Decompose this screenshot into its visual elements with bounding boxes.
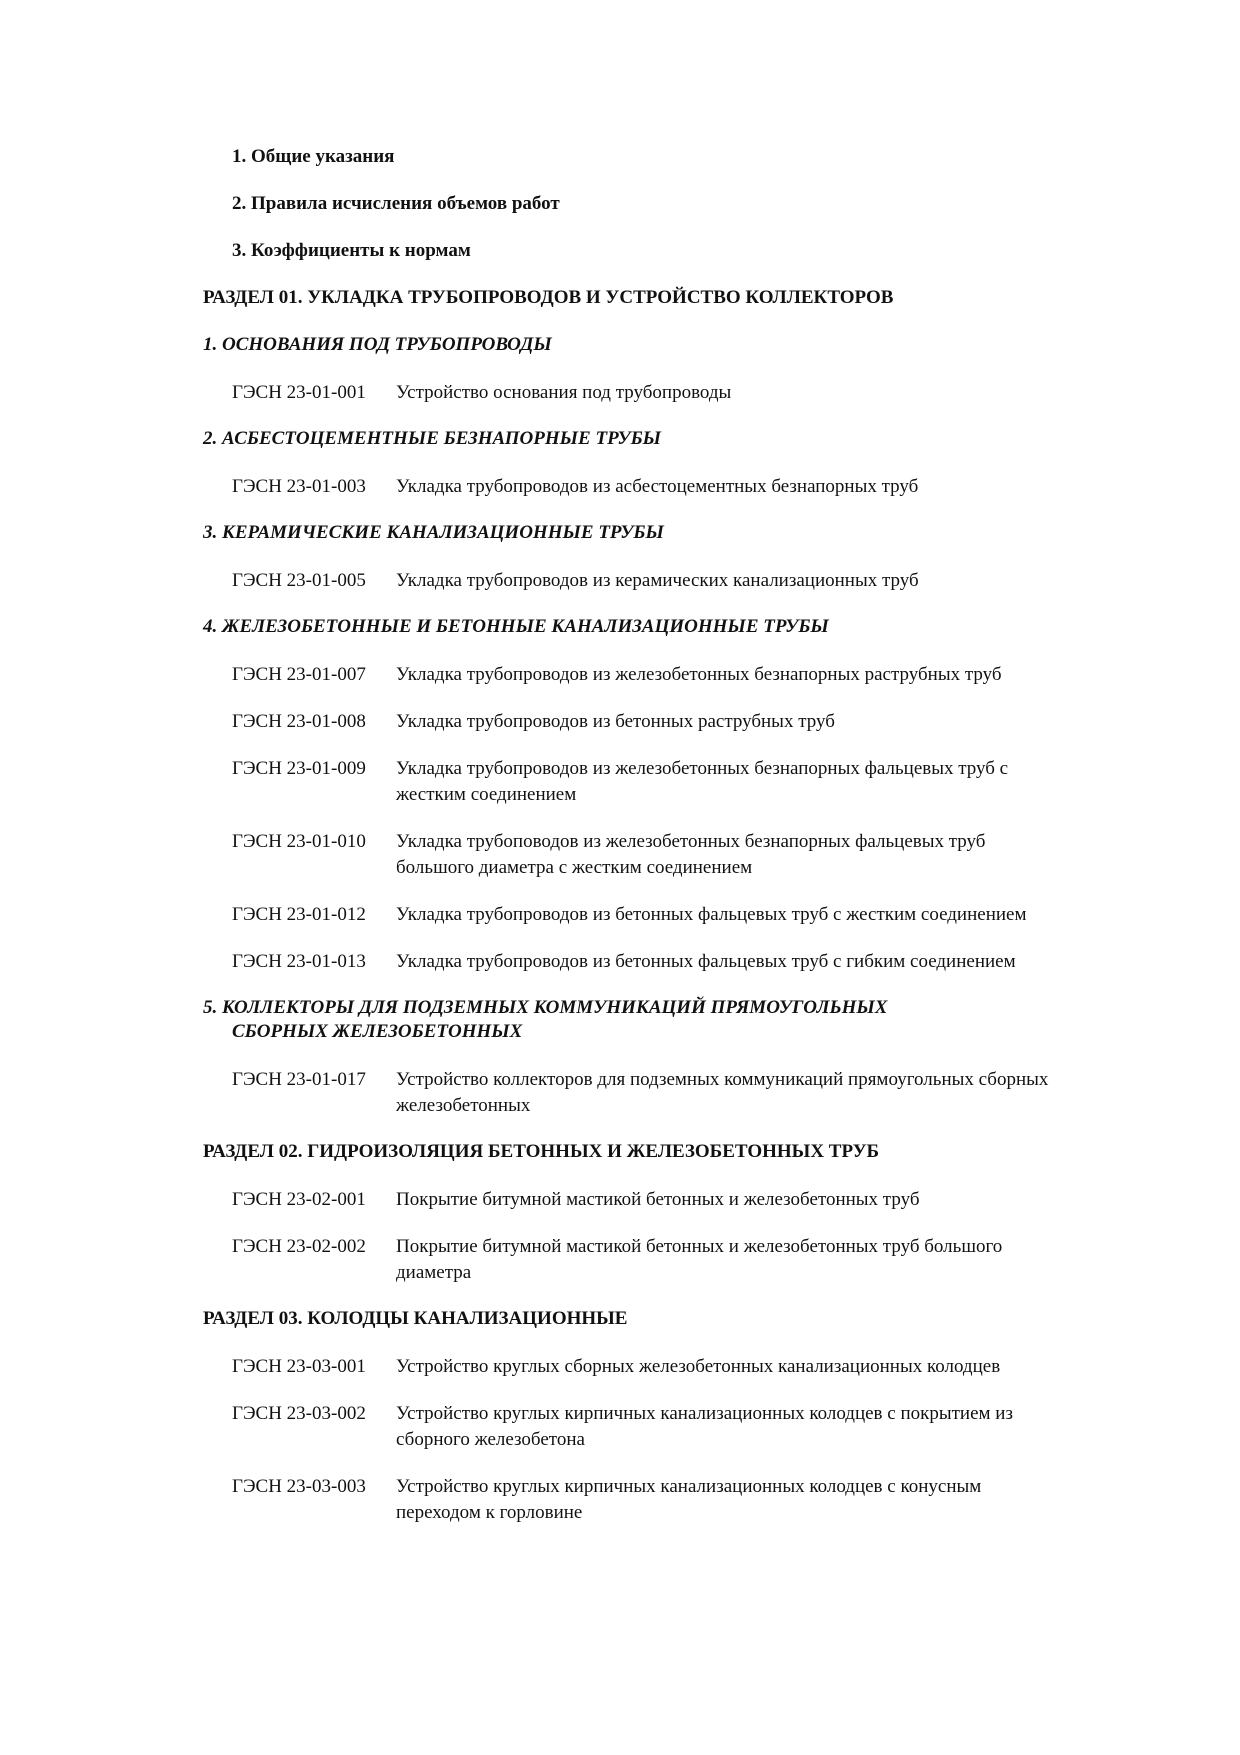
entry-title: Укладка трубоповодов из железобетонных безнапорных фальцевых труб большого диаметра с жестким соединением (396, 831, 986, 878)
general-item-2[interactable]: 2. Правила исчисления объемов работ (232, 193, 560, 214)
entry-code: ГЭСН 23-01-005 (232, 570, 366, 591)
toc-entry[interactable] (232, 1234, 1063, 1286)
entry-title: Покрытие битумной мастикой бетонных и железобетонных труб большого диаметра (396, 1236, 1003, 1283)
entry-title: Укладка трубопроводов из бетонных раструбных труб (396, 711, 835, 732)
entry-title: Укладка трубопроводов из бетонных фальцевых труб с гибким соединением (396, 951, 1016, 972)
toc-entry[interactable] (232, 568, 1063, 594)
entry-code: ГЭСН 23-03-001 (232, 1356, 366, 1377)
subsection-heading[interactable] (203, 427, 1063, 451)
entry-title: Покрытие битумной мастикой бетонных и железобетонных труб (396, 1189, 920, 1210)
entry-code: ГЭСН 23-01-008 (232, 711, 366, 732)
toc-entry[interactable] (232, 829, 1063, 881)
subsection-heading[interactable] (203, 996, 1063, 1044)
entry-code: ГЭСН 23-01-010 (232, 831, 366, 852)
toc-entry[interactable] (232, 474, 1063, 500)
entry-code: ГЭСН 23-01-013 (232, 951, 366, 972)
subsection-heading[interactable] (203, 333, 1063, 357)
entry-title: Укладка трубопроводов из керамических канализационных труб (396, 570, 919, 591)
toc-entry[interactable] (232, 949, 1063, 975)
heading-text: 4. ЖЕЛЕЗОБЕТОННЫЕ И БЕТОННЫЕ КАНАЛИЗАЦИОННЫЕ ТРУБЫ (203, 616, 829, 637)
section-heading[interactable] (203, 1140, 1063, 1164)
toc-entry[interactable] (232, 1354, 1063, 1380)
entry-title: Укладка трубопроводов из железобетонных безнапорных фальцевых труб с жестким соединением (396, 758, 1009, 805)
toc-entry[interactable] (232, 1067, 1063, 1119)
entry-title: Устройство круглых сборных железобетонных канализационных колодцев (396, 1356, 1001, 1377)
entry-code: ГЭСН 23-01-009 (232, 758, 366, 779)
subsection-heading[interactable] (203, 615, 1063, 639)
heading-text: 3. КЕРАМИЧЕСКИЕ КАНАЛИЗАЦИОННЫЕ ТРУБЫ (203, 522, 664, 543)
entry-title: Устройство круглых кирпичных канализационных колодцев с покрытием из сборного железобетона (396, 1403, 1013, 1450)
entry-code: ГЭСН 23-01-017 (232, 1069, 366, 1090)
entry-code: ГЭСН 23-01-012 (232, 904, 366, 925)
heading-text: РАЗДЕЛ 01. УКЛАДКА ТРУБОПРОВОДОВ И УСТРОЙСТВО КОЛЛЕКТОРОВ (203, 287, 894, 308)
toc-blocks (203, 286, 1063, 1526)
heading-text: РАЗДЕЛ 03. КОЛОДЦЫ КАНАЛИЗАЦИОННЫЕ (203, 1308, 628, 1329)
entry-code: ГЭСН 23-01-007 (232, 664, 366, 685)
toc-entry[interactable] (232, 1474, 1063, 1526)
entry-code: ГЭСН 23-03-003 (232, 1476, 366, 1497)
entry-code: ГЭСН 23-03-002 (232, 1403, 366, 1424)
toc-entry[interactable] (232, 662, 1063, 688)
entry-code: ГЭСН 23-02-002 (232, 1236, 366, 1257)
general-item-1[interactable]: 1. Общие указания (232, 146, 395, 167)
entry-title: Устройство основания под трубопроводы (396, 382, 732, 403)
toc-entry[interactable] (232, 709, 1063, 735)
heading-text: 1. ОСНОВАНИЯ ПОД ТРУБОПРОВОДЫ (203, 334, 552, 355)
subsection-heading[interactable] (203, 521, 1063, 545)
heading-text: 5. КОЛЛЕКТОРЫ ДЛЯ ПОДЗЕМНЫХ КОММУНИКАЦИЙ ПРЯМОУГОЛЬНЫХ (203, 997, 888, 1018)
entry-title: Укладка трубопроводов из асбестоцементных безнапорных труб (396, 476, 919, 497)
section-heading[interactable] (203, 1307, 1063, 1331)
general-item-3[interactable]: 3. Коэффициенты к нормам (232, 240, 471, 261)
entry-code: ГЭСН 23-01-003 (232, 476, 366, 497)
heading-continuation: СБОРНЫХ ЖЕЛЕЗОБЕТОННЫХ (232, 1021, 523, 1042)
toc-entry[interactable] (232, 756, 1063, 808)
toc-entry[interactable] (232, 1401, 1063, 1453)
heading-text: РАЗДЕЛ 02. ГИДРОИЗОЛЯЦИЯ БЕТОННЫХ И ЖЕЛЕЗОБЕТОННЫХ ТРУБ (203, 1141, 880, 1162)
entry-title: Укладка трубопроводов из железобетонных безнапорных раструбных труб (396, 664, 1002, 685)
toc-entry[interactable] (232, 902, 1063, 928)
entry-title: Укладка трубопроводов из бетонных фальцевых труб с жестким соединением (396, 904, 1027, 925)
entry-code: ГЭСН 23-01-001 (232, 382, 366, 403)
toc-entry[interactable] (232, 380, 1063, 406)
entry-title: Устройство коллекторов для подземных коммуникаций прямоугольных сборных железобетонных (396, 1069, 1049, 1116)
entry-code: ГЭСН 23-02-001 (232, 1189, 366, 1210)
toc-entry[interactable] (232, 1187, 1063, 1213)
section-heading[interactable] (203, 286, 1063, 310)
table-of-contents (203, 145, 1063, 1547)
entry-title: Устройство круглых кирпичных канализационных колодцев с конусным переходом к горловине (396, 1476, 982, 1523)
heading-text: 2. АСБЕСТОЦЕМЕНТНЫЕ БЕЗНАПОРНЫЕ ТРУБЫ (203, 428, 662, 449)
